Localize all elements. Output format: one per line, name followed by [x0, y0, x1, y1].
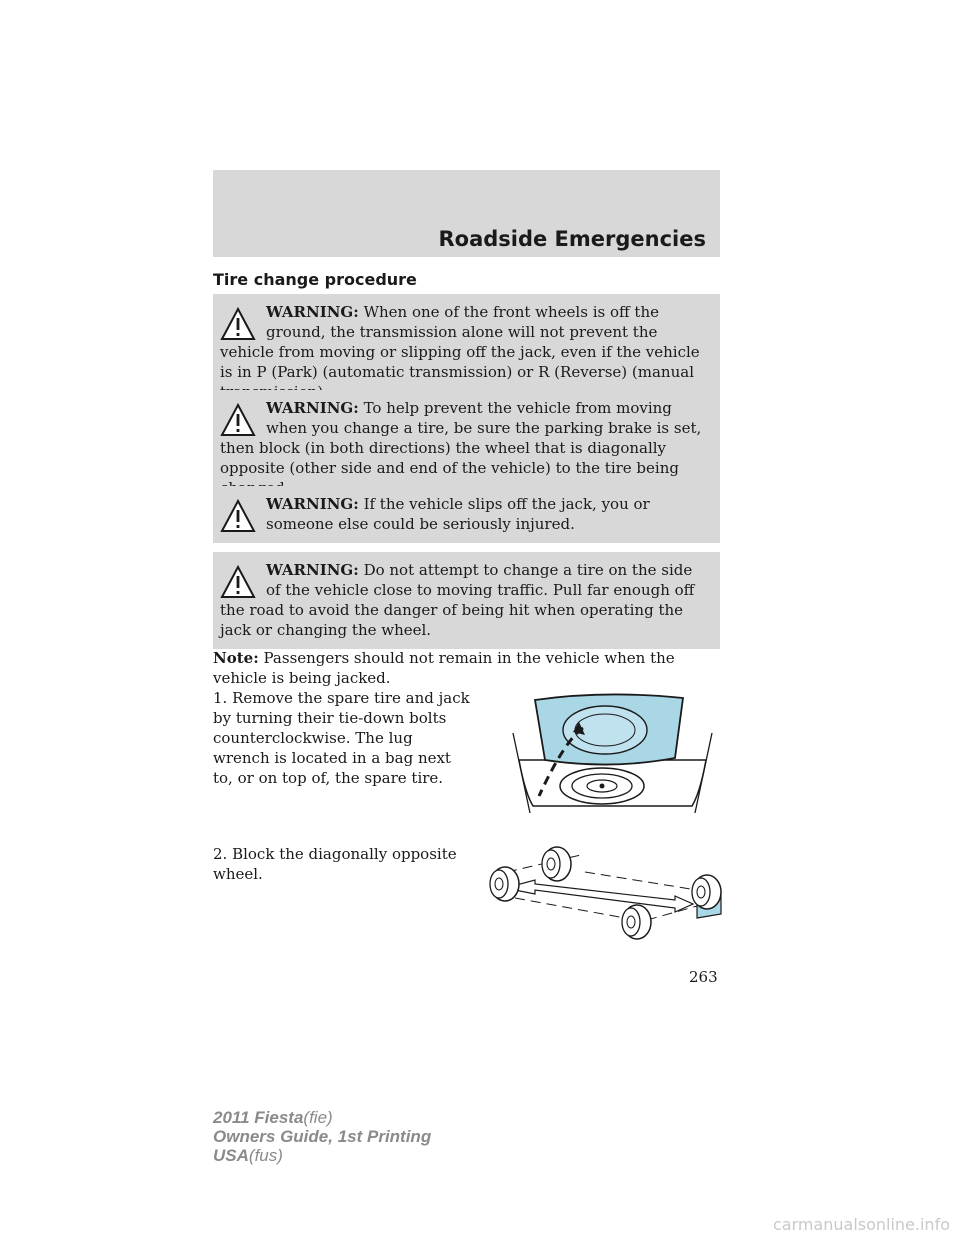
warning-box — [213, 552, 720, 649]
step-2: 2. Block the diagonally opposite wheel. — [213, 845, 457, 883]
warning-icon — [220, 564, 256, 600]
footer-market-code: (fus) — [248, 1146, 283, 1165]
page-number: 263 — [689, 968, 718, 986]
warning-icon — [220, 402, 256, 438]
warning-icon — [220, 498, 256, 534]
footer-line-2: Owners Guide, 1st Printing — [213, 1127, 432, 1146]
header-band — [213, 170, 720, 257]
footer-line-1 — [213, 1108, 431, 1127]
warning-text: If the vehicle slips off the jack, you or someone else could be seriously injured. — [266, 495, 650, 533]
warning-text: To help prevent the vehicle from moving when you change a tire, be sure the parking brake is set, then block (in both directions) the wheel that is diagonally opposite (other side and end of the vehicle) to the tire being — [220, 399, 702, 477]
warning-label: WARNING: — [266, 561, 359, 579]
note-text: Passengers should not remain in the vehicle when the vehicle is being jacked. — [213, 649, 675, 687]
warning-text: When one of the front wheels is off the ground, the transmission alone will not prevent the vehicle from moving or slipping off the jack, even if the vehicle is in P (Park) (automatic transmission) or R (Reverse) (manual — [220, 303, 700, 381]
wheel-icon — [692, 875, 721, 909]
warning-label: WARNING: — [266, 399, 359, 417]
wheel-icon — [622, 905, 651, 939]
wheel-icon — [542, 847, 571, 881]
footer-model: 2011 Fiesta — [213, 1108, 304, 1127]
page-title: Roadside Emergencies — [438, 227, 706, 251]
diagonal-wheels-illustration — [475, 842, 725, 942]
footer-line-3 — [213, 1146, 431, 1165]
footer — [213, 1108, 431, 1165]
footer-model-code: (fie) — [303, 1108, 333, 1127]
warning-box — [213, 486, 720, 543]
step-1: 1. Remove the spare tire and jack by turning their tie-down bolts counterclockwise. The lug wrench is located in a bag next to, or on top of, the spare tire. — [213, 689, 470, 787]
note-label: Note: — [213, 649, 259, 667]
section-heading: Tire change procedure — [213, 270, 417, 289]
warning-icon — [220, 306, 256, 342]
warning-label: WARNING: — [266, 303, 359, 321]
warning-text: Do not attempt to change a tire on the side of the vehicle close to moving traffic. Pull far enough off the road to avoid the danger of being hit when operating the jack or changing the wheel. — [220, 561, 695, 639]
spare-tire-well-illustration — [505, 688, 720, 813]
wheel-icon — [490, 867, 519, 901]
warning-label: WARNING: — [266, 495, 359, 513]
footer-market: USA — [213, 1146, 249, 1165]
note-paragraph — [213, 648, 720, 688]
watermark: carmanualsonline.info — [772, 1215, 950, 1234]
